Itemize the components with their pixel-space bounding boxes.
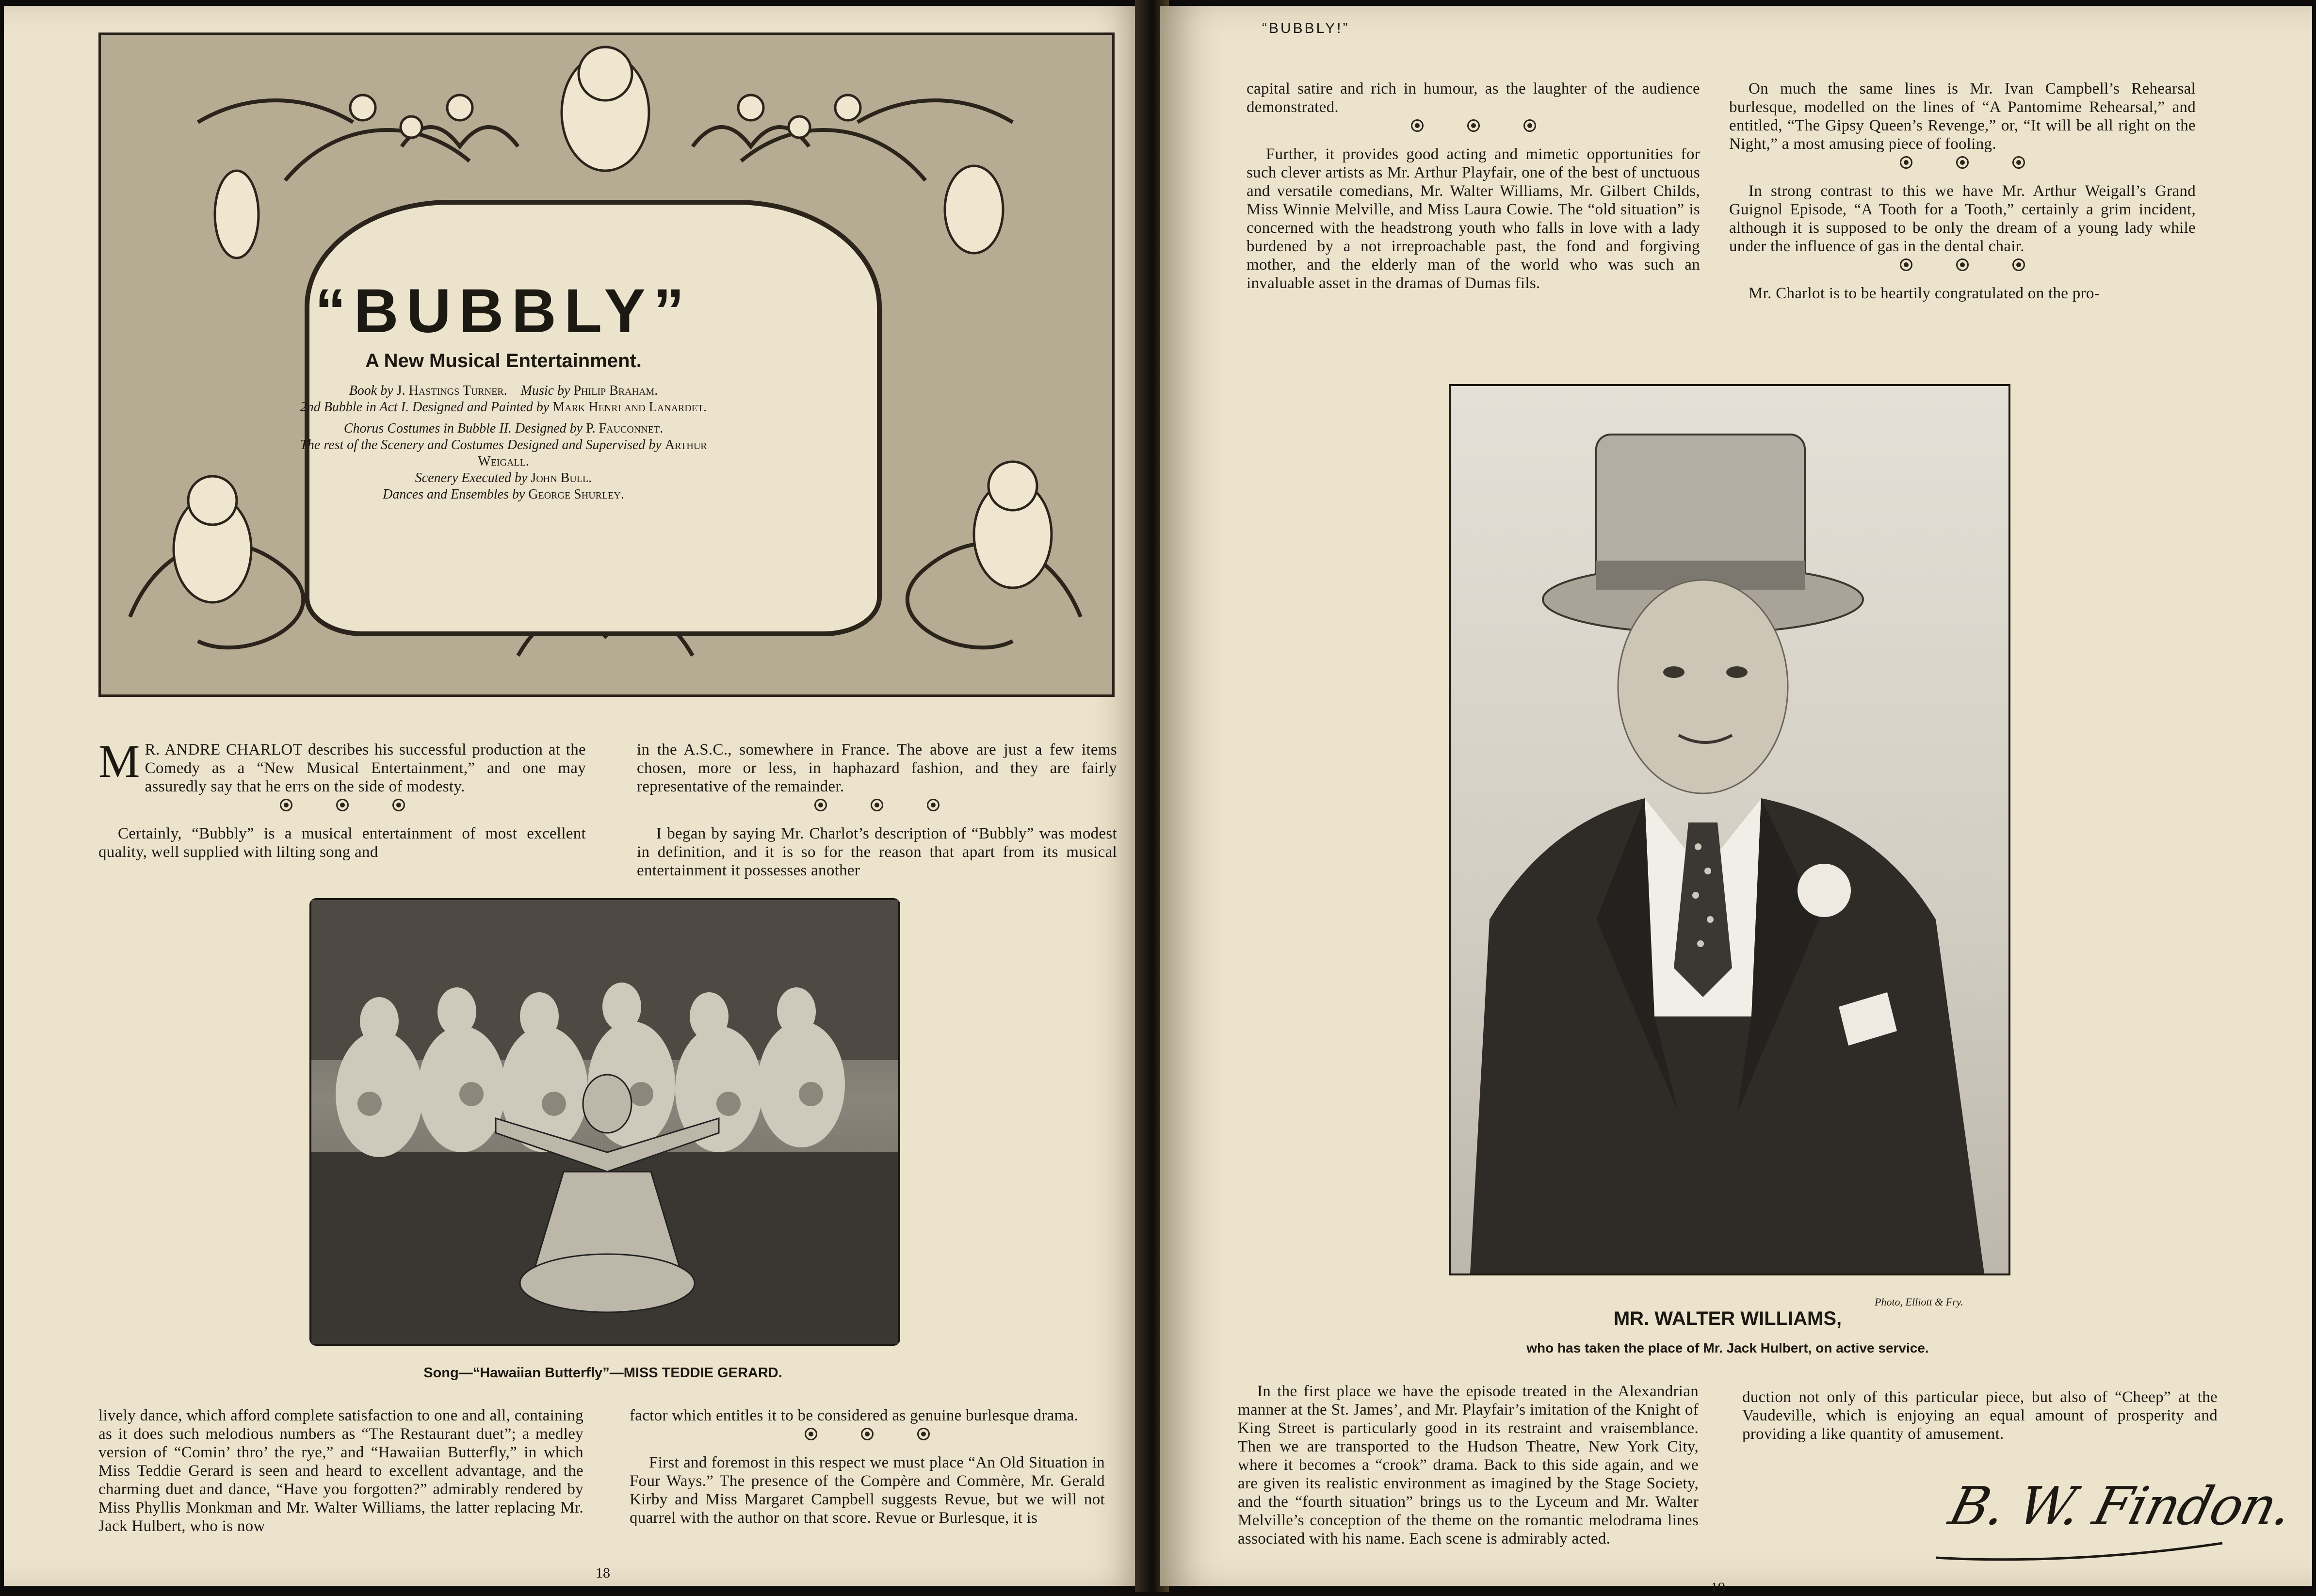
photo-hawaiian-butterfly xyxy=(309,898,900,1346)
paragraph: in the A.S.C., somewhere in France. The above are just a few items chosen, more or less, in haphazard fashion, and they are fairly representative of the remainder. xyxy=(637,741,1117,795)
page-title: “BUBBLY” xyxy=(315,276,692,346)
drop-cap: M xyxy=(98,735,140,787)
paragraph: I began by saying Mr. Charlot’s description of “Bubbly” was modest in definition, and it is so for the reason that apart from its musical entertainment it possesses another xyxy=(637,825,1117,879)
portrait-illustration xyxy=(1451,386,2008,1274)
ornament-dots xyxy=(1729,258,2196,280)
credit-line: Book by J. Hastings Turner. Music by Philip Braham. xyxy=(349,383,658,398)
paragraph: In strong contrast to this we have Mr. Arthur Weigall’s Grand Guignol Episode, “A Tooth for a Tooth,” certainly a grim incident, although it is supposed to be only the dream of a young lady while under the influence of gas in the dental chair. xyxy=(1729,182,2196,255)
paragraph: duction not only of this particular piece, but also of “Cheep” at the Vaudeville, which is enjoying an equal amount of prosperity and providing a like quantity of amusement. xyxy=(1742,1388,2218,1443)
photo-credit: Photo, Elliott & Fry. xyxy=(1875,1296,1963,1308)
ornament-dots xyxy=(98,799,586,821)
right-page xyxy=(1160,6,2312,1596)
ornament-dots xyxy=(637,799,1117,821)
page-subtitle: A New Musical Entertainment. xyxy=(365,350,642,371)
portrait-name: MR. WALTER WILLIAMS, xyxy=(1613,1308,1842,1329)
left-page xyxy=(4,6,1144,1586)
portrait-caption: who has taken the place of Mr. Jack Hulbert, on active service. xyxy=(1526,1340,1929,1355)
signature-text: B. W. Findon. xyxy=(1943,1476,2298,1537)
author-signature xyxy=(1922,1461,2298,1572)
credit-line: Chorus Costumes in Bubble II. Designed by P. Fauconnet. xyxy=(343,421,664,436)
photo-caption: Song—“Hawaiian Butterfly”—MISS TEDDIE GERARD. xyxy=(423,1365,782,1381)
dancers-illustration xyxy=(311,900,898,1344)
paragraph: M R. ANDRE CHARLOT describes his successful production at the Comedy as a “New Musical Entertainment,” and one may assuredly say that he errs on the side of modesty. xyxy=(98,735,586,795)
left-col1-bottom xyxy=(98,1406,583,1535)
right-col1-bottom xyxy=(1238,1382,1699,1548)
paragraph: In the first place we have the episode treated in the Alexandrian manner at the St. James’, and Mr. Playfair’s imitation of the Knight of King Street is particularly good in its restraint and vraisemblance. Then we are transported to the Hudson Theatre, New York City, where it becomes a “crook” drama. Back to this side again, and we are given its realistic environment as imagined by the Stage Society, and the “fourth situation” brings us to the Lyceum and Mr. Walter Melville’s conception of the theme on the romantic melodrama lines associated with his name. Each scene is admirably acted. xyxy=(1238,1383,1699,1548)
right-col1-top xyxy=(1247,80,1700,292)
credit-line: Dances and Ensembles by George Shurley. xyxy=(383,487,624,502)
paragraph: capital satire and rich in humour, as the laughter of the audience demonstrated. xyxy=(1247,80,1700,116)
running-head: “BUBBLY!” xyxy=(1262,20,1350,36)
paragraph: First and foremost in this respect we must place “An Old Situation in Four Ways.” The presence of the Compère and Commère, Mr. Gerald Kirby and Miss Margaret Campbell suggests Revue, but we will not quarrel with the author on that score. Revue or Burlesque, it is xyxy=(630,1454,1105,1527)
title-block xyxy=(290,277,717,503)
credit-line: The rest of the Scenery and Costumes Designed and Supervised by Arthur Weigall. xyxy=(300,437,707,469)
ornament-dots xyxy=(630,1428,1105,1450)
paragraph: factor which entitles it to be considered as genuine burlesque drama. xyxy=(630,1407,1079,1424)
paragraph: Certainly, “Bubbly” is a musical entertainment of most excellent quality, well supplied with lilting song and xyxy=(98,825,586,861)
paragraph: Mr. Charlot is to be heartily congratulated on the pro- xyxy=(1749,285,2100,302)
production-credits xyxy=(290,383,717,503)
right-col2-top xyxy=(1729,80,2196,303)
paragraph: On much the same lines is Mr. Ivan Campbell’s Rehearsal burlesque, modelled on the lines of “A Pantomime Rehearsal,” and entitled, “The Gipsy Queen’s Revenge,” or, “It will be all right on the Night,” a most amusing piece of fooling. xyxy=(1729,80,2196,153)
page-number: 18 xyxy=(596,1565,610,1581)
left-col2-bottom xyxy=(630,1406,1105,1527)
ornament-dots xyxy=(1247,119,1700,141)
left-col1-top xyxy=(98,735,586,861)
page-number: 19 xyxy=(1711,1580,1725,1596)
right-col2-bottom xyxy=(1742,1388,2218,1443)
credit-line: 2nd Bubble in Act I. Designed and Painted by Mark Henri and Lanardet. xyxy=(300,400,707,415)
paragraph: lively dance, which afford complete satisfaction to one and all, containing as it does such melodious numbers as “The Restaurant duet”; a medley version of “Comin’ thro’ the rye,” and “Hawaiian Butterfly,” in which Miss Teddie Gerard is seen and heard to excellent advantage, and the charming duet and dance, “Have you forgotten?” admirably rendered by Miss Phyllis Monkman and Mr. Walter Williams, the latter replacing Mr. Jack Hulbert, who is now xyxy=(98,1407,583,1535)
portrait-walter-williams xyxy=(1449,384,2010,1275)
ornament-dots xyxy=(1729,156,2196,178)
left-col2-top xyxy=(637,741,1117,880)
paragraph: Further, it provides good acting and mimetic opportunities for such clever artists as Mr. Arthur Playfair, one of the best of unctuous and versatile comedians, Mr. Walter Williams, Mr. Gilbert Childs, Miss Winnie Melville, and Miss Laura Cowie. The “old situation” is concerned with the headstrong youth who falls in love with a lady burdened by a not irreproachable past, the fond and forgiving mother, and the elderly man of the world who was such an invaluable asset in the dramas of Dumas fils. xyxy=(1247,145,1700,292)
credit-line: Scenery Executed by John Bull. xyxy=(415,470,592,485)
